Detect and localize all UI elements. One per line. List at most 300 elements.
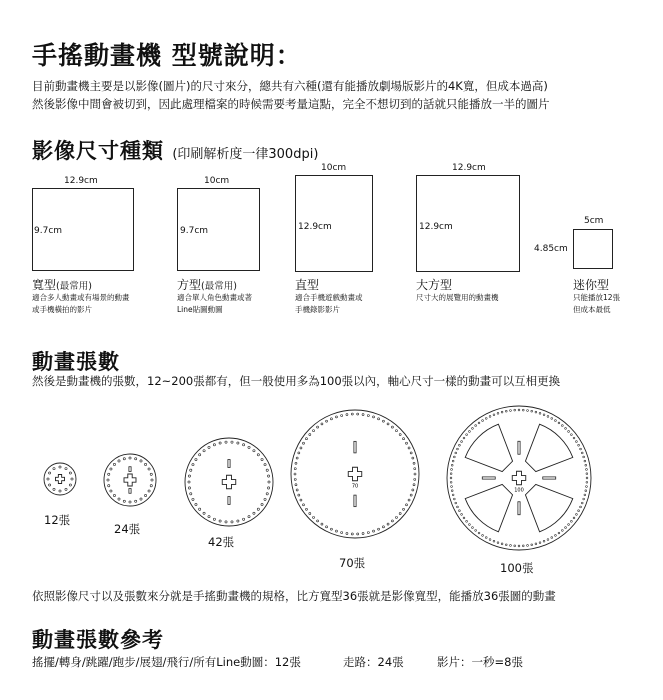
reel-pin bbox=[295, 484, 297, 486]
vertical-type-name: 直型 bbox=[295, 278, 320, 292]
reel-pin bbox=[561, 529, 563, 531]
reel-pin bbox=[570, 520, 572, 522]
sizes-heading: 影像尺寸種類 (印刷解析度一律300dpi) bbox=[32, 139, 319, 163]
reel-rim bbox=[447, 406, 591, 550]
reel-pin bbox=[585, 490, 587, 492]
reel-pin bbox=[565, 428, 567, 430]
reel-pin bbox=[59, 466, 61, 468]
reel-pin bbox=[406, 504, 408, 506]
reel-pin bbox=[463, 437, 465, 439]
reel-pin bbox=[192, 464, 194, 466]
reel-pin bbox=[573, 437, 575, 439]
reel-pin bbox=[412, 457, 414, 459]
reel-pin bbox=[296, 489, 298, 491]
reel-pin bbox=[586, 473, 588, 475]
reel-pin bbox=[326, 526, 328, 528]
reel-pin bbox=[452, 460, 454, 462]
reel-pin bbox=[321, 523, 323, 525]
reel-pin bbox=[69, 472, 71, 474]
reel-pin bbox=[410, 452, 412, 454]
frames-summary: 依照影像尺寸以及張數來分就是手搖動畫機的規格，比方寬型36張就是影像寬型，能播放36張圖的動畫 bbox=[32, 589, 556, 603]
reel-12-label: 12張 bbox=[44, 513, 71, 527]
reel-pin bbox=[113, 494, 115, 496]
reel-pin bbox=[527, 545, 529, 547]
reel-pin bbox=[543, 414, 545, 416]
wide-height-label: 9.7cm bbox=[34, 226, 63, 236]
reel-pin bbox=[123, 458, 125, 460]
reel-pin bbox=[451, 464, 453, 466]
mini-height-label: 4.85cm bbox=[534, 244, 568, 254]
reel-42-graphic bbox=[185, 438, 273, 526]
reel-pin bbox=[547, 539, 549, 541]
reel-slot bbox=[518, 502, 520, 515]
reel-12 bbox=[42, 461, 78, 497]
reel-pin bbox=[148, 490, 150, 492]
reel-pin bbox=[237, 520, 239, 522]
reel-pin bbox=[129, 501, 131, 503]
reel-70-label: 70張 bbox=[339, 556, 366, 570]
reel-pin bbox=[551, 537, 553, 539]
reel-pin bbox=[573, 517, 575, 519]
reel-pin bbox=[69, 484, 71, 486]
reel-pin bbox=[450, 473, 452, 475]
reel-pin bbox=[135, 458, 137, 460]
mini-desc-1: 只能播放12張 bbox=[573, 293, 621, 302]
reel-pin bbox=[551, 418, 553, 420]
reel-pin bbox=[213, 444, 215, 446]
reel-pin bbox=[195, 458, 197, 460]
reel-window bbox=[525, 424, 572, 471]
reel-pin bbox=[192, 498, 194, 500]
reel-pin bbox=[188, 487, 190, 489]
large-height-label: 12.9cm bbox=[419, 222, 453, 232]
reel-pin bbox=[455, 452, 457, 454]
reel-pin bbox=[583, 456, 585, 458]
reel-pin bbox=[412, 489, 414, 491]
reel-pin bbox=[414, 478, 416, 480]
reel-pin bbox=[300, 499, 302, 501]
reel-slot bbox=[129, 467, 131, 472]
reel-pin bbox=[539, 542, 541, 544]
reel-24-label: 24張 bbox=[114, 522, 141, 536]
reel-pin bbox=[65, 468, 67, 470]
reel-pin bbox=[455, 502, 457, 504]
reel-pin bbox=[505, 544, 507, 546]
reel-pin bbox=[387, 423, 389, 425]
mini-size-box bbox=[573, 229, 613, 269]
reel-pin bbox=[518, 545, 520, 547]
reel-pin bbox=[565, 527, 567, 529]
reel-pin bbox=[461, 514, 463, 516]
reel-pin bbox=[489, 416, 491, 418]
reel-12-graphic bbox=[44, 463, 76, 495]
reel-24-graphic bbox=[104, 454, 156, 506]
reel-slot bbox=[354, 495, 356, 507]
reel-pin bbox=[129, 457, 131, 459]
reel-pin bbox=[451, 469, 453, 471]
reel-pin bbox=[65, 488, 67, 490]
reel-pin bbox=[453, 498, 455, 500]
reel-pin bbox=[568, 431, 570, 433]
reel-pin bbox=[472, 428, 474, 430]
reel-pin bbox=[231, 521, 233, 523]
reel-pin bbox=[257, 508, 259, 510]
reel-pin bbox=[555, 420, 557, 422]
reel-pin bbox=[53, 488, 55, 490]
reel-pin bbox=[248, 516, 250, 518]
reel-pin bbox=[410, 494, 412, 496]
reel-pin bbox=[298, 452, 300, 454]
reel-pin bbox=[330, 418, 332, 420]
reel-pin bbox=[346, 532, 348, 534]
reel-pin bbox=[253, 512, 255, 514]
reel-pin bbox=[199, 508, 201, 510]
reel-hub bbox=[512, 471, 526, 485]
reel-pin bbox=[144, 463, 146, 465]
reel-pin bbox=[237, 442, 239, 444]
reel-pin bbox=[335, 416, 337, 418]
reel-pin bbox=[219, 442, 221, 444]
reel-100-graphic bbox=[447, 406, 591, 550]
reel-window bbox=[465, 424, 512, 471]
reel-pin bbox=[357, 413, 359, 415]
reel-pin bbox=[585, 464, 587, 466]
reel-pin bbox=[527, 410, 529, 412]
reel-pin bbox=[414, 473, 416, 475]
reel-pin bbox=[195, 503, 197, 505]
reel-pin bbox=[522, 545, 524, 547]
reel-pin bbox=[472, 527, 474, 529]
reel-pin bbox=[558, 532, 560, 534]
reel-pin bbox=[576, 514, 578, 516]
reel-window bbox=[525, 484, 572, 531]
reel-pin bbox=[514, 409, 516, 411]
reel-pin bbox=[510, 545, 512, 547]
reel-70 bbox=[289, 408, 421, 540]
reel-pin bbox=[199, 454, 201, 456]
reel-42 bbox=[183, 436, 275, 528]
reel-pin bbox=[341, 531, 343, 533]
reel-pin bbox=[298, 494, 300, 496]
reference-item-1: 搖擺/轉身/跳躍/跑步/展翅/飛行/所有Line動圖：12張 bbox=[32, 655, 301, 669]
reel-pin bbox=[225, 441, 227, 443]
square-desc-1: 適合單人角色動畫或著 bbox=[177, 293, 252, 302]
reel-pin bbox=[450, 477, 452, 479]
reel-pin bbox=[190, 469, 192, 471]
square-desc-2: Line貼圖動圖 bbox=[177, 305, 223, 314]
reel-pin bbox=[268, 481, 270, 483]
page-title: 手搖動畫機 型號說明： bbox=[32, 41, 302, 70]
reel-hub bbox=[56, 475, 65, 484]
reel-center-label: 100 bbox=[514, 487, 524, 494]
reel-pin bbox=[413, 484, 415, 486]
reel-pin bbox=[514, 545, 516, 547]
reel-pin bbox=[391, 426, 393, 428]
reel-pin bbox=[570, 434, 572, 436]
reel-pin bbox=[539, 412, 541, 414]
reel-pin bbox=[395, 430, 397, 432]
reference-item-3: 影片：一秒=8張 bbox=[437, 655, 523, 669]
frames-heading: 動畫張數 bbox=[32, 350, 120, 374]
reel-pin bbox=[378, 418, 380, 420]
reel-pin bbox=[489, 539, 491, 541]
square-type-name: 方型(最常用) bbox=[177, 278, 237, 292]
reel-slot bbox=[543, 477, 556, 479]
reel-hub bbox=[222, 475, 236, 489]
reel-pin bbox=[586, 481, 588, 483]
reel-pin bbox=[578, 444, 580, 446]
reel-pin bbox=[140, 498, 142, 500]
reel-pin bbox=[108, 485, 110, 487]
reel-pin bbox=[321, 423, 323, 425]
reel-pin bbox=[413, 462, 415, 464]
reel-pin bbox=[510, 410, 512, 412]
reel-pin bbox=[543, 540, 545, 542]
reel-pin bbox=[313, 516, 315, 518]
reel-70-graphic bbox=[291, 410, 419, 538]
reel-pin bbox=[110, 468, 112, 470]
reel-pin bbox=[399, 434, 401, 436]
reel-pin bbox=[568, 524, 570, 526]
reel-pin bbox=[531, 410, 533, 412]
reel-pin bbox=[118, 498, 120, 500]
reel-pin bbox=[459, 444, 461, 446]
reel-pin bbox=[561, 425, 563, 427]
reel-pin bbox=[317, 426, 319, 428]
reel-pin bbox=[482, 420, 484, 422]
reel-pin bbox=[580, 506, 582, 508]
reel-pin bbox=[586, 486, 588, 488]
reel-pin bbox=[501, 411, 503, 413]
reel-pin bbox=[535, 543, 537, 545]
reel-pin bbox=[305, 438, 307, 440]
reel-pin bbox=[188, 481, 190, 483]
reel-pin bbox=[459, 510, 461, 512]
reel-hub bbox=[124, 474, 136, 486]
reel-pin bbox=[547, 416, 549, 418]
reel-pin bbox=[248, 446, 250, 448]
reel-pin bbox=[576, 441, 578, 443]
reel-pin bbox=[501, 543, 503, 545]
reel-pin bbox=[469, 431, 471, 433]
reel-pin bbox=[346, 414, 348, 416]
reel-pin bbox=[47, 478, 49, 480]
reel-pin bbox=[300, 447, 302, 449]
reel-pin bbox=[231, 441, 233, 443]
reel-100-label: 100張 bbox=[500, 561, 534, 575]
reel-pin bbox=[341, 415, 343, 417]
reel-pin bbox=[253, 450, 255, 452]
reference-heading: 動畫張數參考 bbox=[32, 628, 164, 652]
reel-pin bbox=[294, 478, 296, 480]
reel-pin bbox=[475, 529, 477, 531]
reel-pin bbox=[581, 502, 583, 504]
reel-pin bbox=[305, 508, 307, 510]
reel-pin bbox=[497, 412, 499, 414]
reel-pin bbox=[49, 472, 51, 474]
reel-pin bbox=[213, 518, 215, 520]
reel-pin bbox=[403, 438, 405, 440]
reel-pin bbox=[108, 473, 110, 475]
reel-pin bbox=[148, 468, 150, 470]
reel-pin bbox=[150, 485, 152, 487]
reel-pin bbox=[203, 450, 205, 452]
reel-pin bbox=[261, 458, 263, 460]
reel-pin bbox=[586, 469, 588, 471]
reel-rim bbox=[291, 410, 419, 538]
reel-pin bbox=[463, 517, 465, 519]
wide-desc-2: 或手機橫拍的影片 bbox=[32, 305, 92, 314]
reel-slot bbox=[129, 489, 131, 494]
frames-desc: 然後是動畫機的張數，12~200張都有，但一般使用多為100張以內，軸心尺寸一樣的動畫可以互相更換 bbox=[32, 374, 561, 388]
reel-42-label: 42張 bbox=[208, 535, 235, 549]
reel-pin bbox=[466, 520, 468, 522]
reel-pin bbox=[107, 479, 109, 481]
reel-pin bbox=[373, 416, 375, 418]
reel-pin bbox=[408, 447, 410, 449]
reel-pin bbox=[485, 418, 487, 420]
reel-pin bbox=[382, 526, 384, 528]
reel-pin bbox=[118, 460, 120, 462]
reel-pin bbox=[505, 410, 507, 412]
reel-pin bbox=[243, 444, 245, 446]
reel-pin bbox=[49, 484, 51, 486]
reel-pin bbox=[309, 512, 311, 514]
reel-pin bbox=[535, 411, 537, 413]
vertical-desc-2: 手機錄影影片 bbox=[295, 305, 340, 314]
reel-pin bbox=[580, 448, 582, 450]
square-height-label: 9.7cm bbox=[180, 226, 209, 236]
reel-slot bbox=[354, 441, 356, 453]
reel-pin bbox=[586, 477, 588, 479]
reel-100 bbox=[445, 404, 593, 552]
square-width-label: 10cm bbox=[204, 176, 230, 186]
reel-pin bbox=[267, 487, 269, 489]
reel-pin bbox=[469, 524, 471, 526]
reel-pin bbox=[583, 498, 585, 500]
reel-pin bbox=[531, 544, 533, 546]
reel-pin bbox=[493, 414, 495, 416]
reel-pin bbox=[110, 490, 112, 492]
reel-pin bbox=[497, 542, 499, 544]
mini-type-name: 迷你型 bbox=[573, 278, 610, 292]
reel-pin bbox=[475, 425, 477, 427]
reel-pin bbox=[584, 460, 586, 462]
reel-pin bbox=[151, 479, 153, 481]
reel-pin bbox=[555, 535, 557, 537]
reel-pin bbox=[408, 499, 410, 501]
reel-pin bbox=[208, 446, 210, 448]
reel-pin bbox=[373, 530, 375, 532]
reel-pin bbox=[403, 508, 405, 510]
mini-desc-2: 但成本最低 bbox=[573, 305, 611, 314]
reel-pin bbox=[518, 409, 520, 411]
intro-line-2: 然後影像中間會被切到，因此處理檔案的時候需要考量這點，完全不想切到的話就只能播放一半的圖片 bbox=[32, 97, 550, 111]
reel-pin bbox=[302, 504, 304, 506]
reel-pin bbox=[188, 475, 190, 477]
reel-pin bbox=[335, 530, 337, 532]
reel-rim bbox=[185, 438, 273, 526]
reel-pin bbox=[123, 500, 125, 502]
reel-pin bbox=[367, 415, 369, 417]
reel-pin bbox=[367, 531, 369, 533]
intro-line-1: 目前動畫機主要是以影像(圖片)的尺寸來分，總共有六種(還有能播放劇場版影片的4K寬，但成本過高) bbox=[32, 79, 548, 93]
reel-pin bbox=[466, 434, 468, 436]
reel-pin bbox=[219, 520, 221, 522]
reel-pin bbox=[313, 430, 315, 432]
reel-pin bbox=[264, 498, 266, 500]
reel-rim bbox=[104, 454, 156, 506]
wide-type-name: 寬型(最常用) bbox=[32, 278, 92, 292]
large-type-name: 大方型 bbox=[416, 278, 453, 292]
reel-pin bbox=[266, 493, 268, 495]
reel-pin bbox=[296, 457, 298, 459]
reel-hub bbox=[348, 467, 362, 481]
large-desc-1: 尺寸大的展覽用的動畫機 bbox=[416, 293, 499, 302]
reel-pin bbox=[406, 442, 408, 444]
reel-pin bbox=[302, 442, 304, 444]
reel-slot bbox=[228, 497, 230, 505]
reel-pin bbox=[457, 506, 459, 508]
reel-pin bbox=[326, 420, 328, 422]
reel-pin bbox=[190, 493, 192, 495]
reel-pin bbox=[144, 494, 146, 496]
reel-pin bbox=[378, 528, 380, 530]
reel-pin bbox=[71, 478, 73, 480]
reel-pin bbox=[395, 516, 397, 518]
reel-pin bbox=[581, 452, 583, 454]
reel-pin bbox=[295, 462, 297, 464]
vertical-height-label: 12.9cm bbox=[298, 222, 332, 232]
reel-pin bbox=[261, 503, 263, 505]
reel-pin bbox=[362, 414, 364, 416]
large-width-label: 12.9cm bbox=[452, 163, 486, 173]
reel-pin bbox=[387, 523, 389, 525]
reel-pin bbox=[267, 475, 269, 477]
reel-slot bbox=[482, 477, 495, 479]
reel-pin bbox=[294, 473, 296, 475]
reel-pin bbox=[135, 500, 137, 502]
wide-width-label: 12.9cm bbox=[64, 176, 98, 186]
reel-pin bbox=[478, 532, 480, 534]
reel-pin bbox=[414, 468, 416, 470]
reel-pin bbox=[357, 533, 359, 535]
reel-pin bbox=[351, 413, 353, 415]
reel-pin bbox=[399, 512, 401, 514]
reel-pin bbox=[351, 533, 353, 535]
reel-pin bbox=[203, 512, 205, 514]
vertical-desc-1: 適合手機遊戲動畫或 bbox=[295, 293, 363, 302]
reel-pin bbox=[53, 468, 55, 470]
reel-pin bbox=[317, 520, 319, 522]
reel-pin bbox=[457, 448, 459, 450]
sizes-note: (印刷解析度一律300dpi) bbox=[172, 147, 319, 162]
reel-pin bbox=[382, 420, 384, 422]
reel-pin bbox=[59, 490, 61, 492]
reel-pin bbox=[493, 540, 495, 542]
reel-pin bbox=[451, 486, 453, 488]
reel-slot bbox=[228, 460, 230, 468]
reel-pin bbox=[478, 422, 480, 424]
reel-pin bbox=[450, 481, 452, 483]
vertical-width-label: 10cm bbox=[321, 163, 347, 173]
mini-width-label: 5cm bbox=[584, 216, 604, 226]
reel-pin bbox=[294, 468, 296, 470]
reel-pin bbox=[584, 494, 586, 496]
reel-pin bbox=[243, 518, 245, 520]
reel-pin bbox=[113, 463, 115, 465]
reel-pin bbox=[391, 520, 393, 522]
